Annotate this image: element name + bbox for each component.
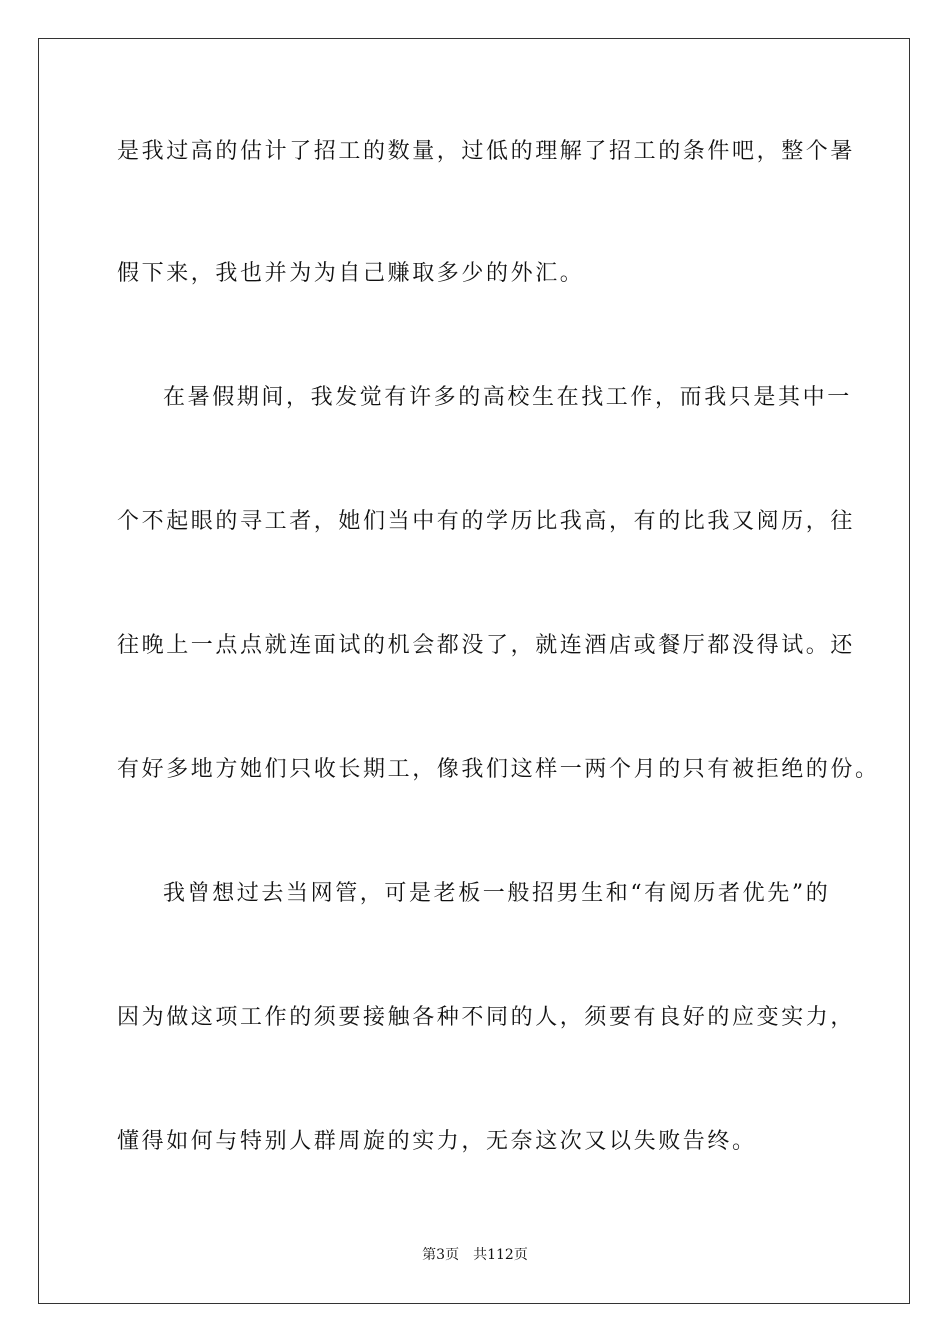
text-line-2: 假下来，我也并为为自己赚取多少的外汇。 [117,261,585,286]
text-line-9: 懂得如何与特别人群周旋的实力，无奈这次又以失败告终。 [117,1129,757,1154]
text-line-4: 个不起眼的寻工者，她们当中有的学历比我高，有的比我又阅历，往 [117,509,856,534]
text-line-7: 我曾想过去当网管，可是老板一般招男生和“有阅历者优先”的 [163,881,831,906]
text-line-1: 是我过高的估计了招工的数量，过低的理解了招工的条件吧，整个暑 [117,139,856,164]
page-total: 共112页 [473,1247,528,1263]
page-footer [0,1245,950,1265]
text-line-3: 在暑假期间，我发觉有许多的高校生在找工作，而我只是其中一 [163,385,852,410]
text-line-8: 因为做这项工作的须要接触各种不同的人，须要有良好的应变实力， [117,1005,856,1030]
text-line-6: 有好多地方她们只收长期工，像我们这样一两个月的只有被拒绝的份。 [117,757,880,782]
page-border [38,38,910,1304]
page-number: 第3页 [422,1247,460,1263]
text-line-5: 往晚上一点点就连面试的机会都没了，就连酒店或餐厅都没得试。还 [117,633,856,658]
